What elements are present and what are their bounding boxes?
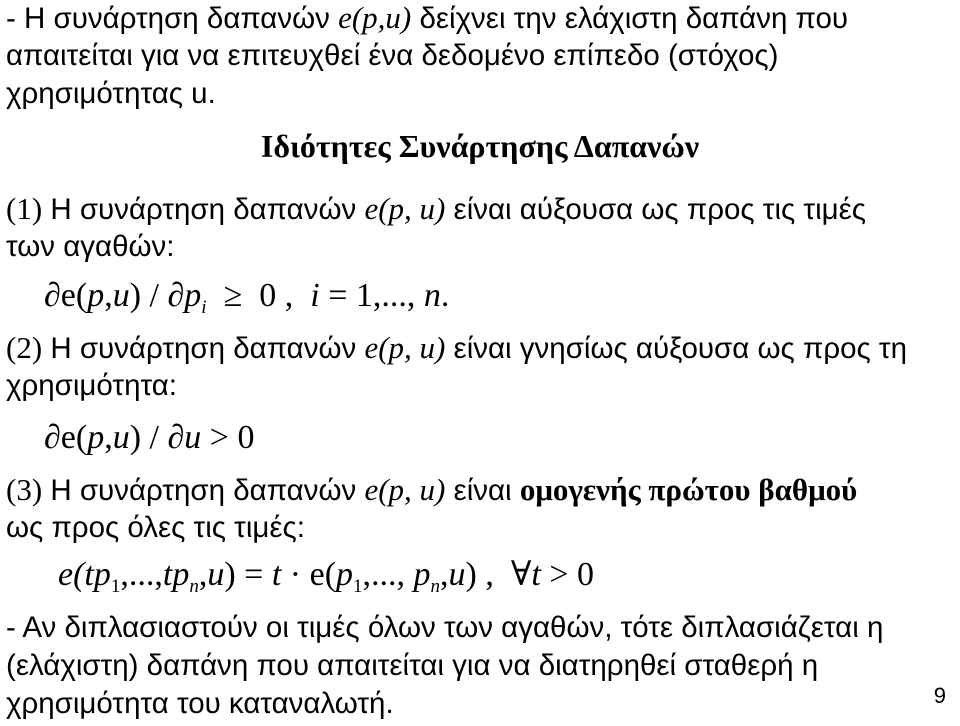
eq-part: ∂e( (44, 419, 88, 456)
property-3-line-2: ως προς όλες τις τιμές: (6, 511, 305, 544)
property-text: είναι (445, 474, 520, 507)
page-number: 9 (933, 683, 946, 708)
property-2-line-1 (6, 330, 907, 367)
cost-function-notation: e(p,u) (338, 0, 412, 35)
eq-var: tp (84, 556, 111, 593)
intro-text: - Η συνάρτηση δαπανών (6, 2, 339, 35)
property-1-line-1 (6, 191, 866, 228)
eq-var: u (448, 556, 466, 593)
property-number: (2) (6, 330, 43, 365)
property-text: Η συνάρτηση δαπανών (42, 193, 365, 226)
eq-var: u (207, 556, 225, 593)
property-text: Η συνάρτηση δαπανών (42, 474, 365, 507)
eq-var: p (336, 556, 354, 593)
eq-part: ≥ 0 , (206, 277, 311, 314)
eq-part: ∂e( (44, 277, 88, 314)
eq-part: ) = (224, 556, 272, 593)
eq-part: = 1,..., (319, 277, 424, 314)
property-number: (1) (6, 191, 43, 226)
property-text: είναι γνησίως αύξουσα ως προς τη (445, 332, 907, 365)
eq-var: t (271, 556, 282, 593)
eq-part: · e( (281, 556, 337, 593)
equation-1 (44, 276, 449, 316)
property-3-line-1 (6, 472, 857, 509)
eq-var: n (423, 277, 441, 314)
eq-part: ) / ∂ (129, 419, 185, 456)
eq-var: p (87, 419, 105, 456)
property-2-line-2: χρησιμότητα: (6, 369, 177, 402)
eq-part: . (440, 277, 450, 314)
cost-function-notation: e(p, u) (364, 191, 446, 226)
property-text: Η συνάρτηση δαπανών (42, 332, 365, 365)
eq-part: ,..., (120, 556, 163, 593)
homogeneity-emphasis: ομογενής πρώτου βαθμού (519, 472, 858, 507)
eq-var: u (112, 419, 130, 456)
eq-part: , (104, 277, 113, 314)
eq-subscript: n (189, 576, 199, 597)
eq-var: i (310, 277, 320, 314)
eq-part: ) , ∀ (465, 556, 532, 593)
intro-text: δείχνει την ελάχιστη δαπάνη που (411, 2, 849, 35)
property-1-line-2: των αγαθών: (6, 230, 175, 263)
eq-var: p (87, 277, 105, 314)
equation-2 (44, 418, 254, 458)
intro-line-2: απαιτείται για να επιτευχθεί ένα δεδομένο επίπεδο (στόχος) (6, 39, 779, 72)
eq-var: tp (162, 556, 190, 593)
conclusion-line-3: χρησιμότητα του καταναλωτή. (6, 687, 394, 720)
intro-line-3: χρησιμότητας u. (6, 77, 216, 110)
cost-function-notation: e(p, u) (364, 472, 446, 507)
intro-line-1 (6, 0, 848, 37)
eq-part: , (198, 556, 208, 593)
eq-part: , (104, 419, 113, 456)
eq-subscript: 1 (110, 576, 121, 597)
conclusion-line-1: - Αν διπλασιαστούν οι τιμές όλων των αγαθών, τότε διπλασιάζεται η (6, 611, 884, 644)
eq-var: p (184, 277, 202, 314)
cost-function-notation: e(p, u) (364, 330, 446, 365)
equation-3 (58, 555, 594, 595)
eq-subscript: 1 (353, 576, 363, 597)
eq-var: u (184, 419, 202, 456)
eq-var: e( (58, 556, 85, 593)
eq-subscript: n (430, 576, 441, 597)
eq-var: p (413, 556, 431, 593)
section-title: Ιδιότητες Συνάρτησης Δαπανών (260, 128, 700, 164)
eq-part: > 0 (201, 419, 255, 456)
eq-subscript: i (201, 297, 207, 318)
eq-var: t (531, 556, 541, 593)
conclusion-line-2: (ελάχιστη) δαπάνη που απαιτείται για να διατηρηθεί σταθερή η (6, 649, 819, 682)
eq-part: , (440, 556, 449, 593)
eq-part: ,..., (362, 556, 414, 593)
eq-var: u (112, 277, 130, 314)
eq-part: ) / ∂ (129, 277, 185, 314)
property-number: (3) (6, 472, 43, 507)
property-text: είναι αύξουσα ως προς τις τιμές (445, 193, 866, 226)
eq-part: > 0 (540, 556, 595, 593)
